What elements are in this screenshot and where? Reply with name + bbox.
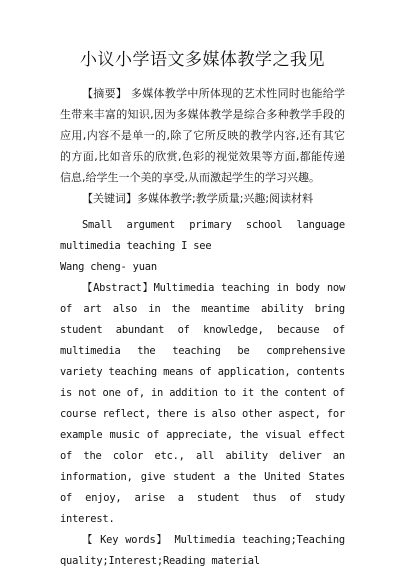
chinese-abstract: [60, 83, 345, 188]
chinese-keywords-text: 多媒体教学;教学质量;兴趣;阅读材料: [137, 192, 314, 205]
english-keywords-text: Multimedia teaching;Teaching quality;Interest;Reading material: [60, 534, 345, 567]
english-keywords-label: 【 Key words】: [82, 534, 168, 546]
author-name: Wang cheng- yuan: [60, 261, 157, 273]
chinese-abstract-label: 【摘要】: [82, 87, 128, 100]
english-keywords: [60, 530, 345, 572]
english-title: Small argument primary school language multimedia teaching I see: [60, 219, 345, 252]
chinese-keywords: [60, 188, 345, 209]
english-abstract: [60, 278, 345, 530]
english-abstract-text: Multimedia teaching in body now of art also in the meantime ability bring student abundant of knowledge, because of multimedia the teaching be comprehensive variety teaching means of application, contents is not one of, in addition to it the content of course reflect, there is also other aspect, for example music of appreciate, the visual effect of the color etc., all ability deliver an information, give student a the United States of enjoy, arise a student thus of study interest.: [60, 282, 345, 525]
chinese-keywords-label: 【关键词】: [82, 192, 137, 205]
chinese-abstract-text: 多媒体教学中所体现的艺术性同时也能给学生带来丰富的知识,因为多媒体教学是综合多种教学手段的应用,内容不是单一的,除了它所反映的教学内容,还有其它的方面,比如音乐的欣赏,色彩的视觉效果等方面,都能传递信息,给学生一个美的享受,从而激起学生的学习兴趣。: [60, 87, 346, 184]
paper-title: 小议小学语文多媒体教学之我见: [80, 50, 325, 70]
english-abstract-label: 【Abstract】: [82, 282, 154, 294]
